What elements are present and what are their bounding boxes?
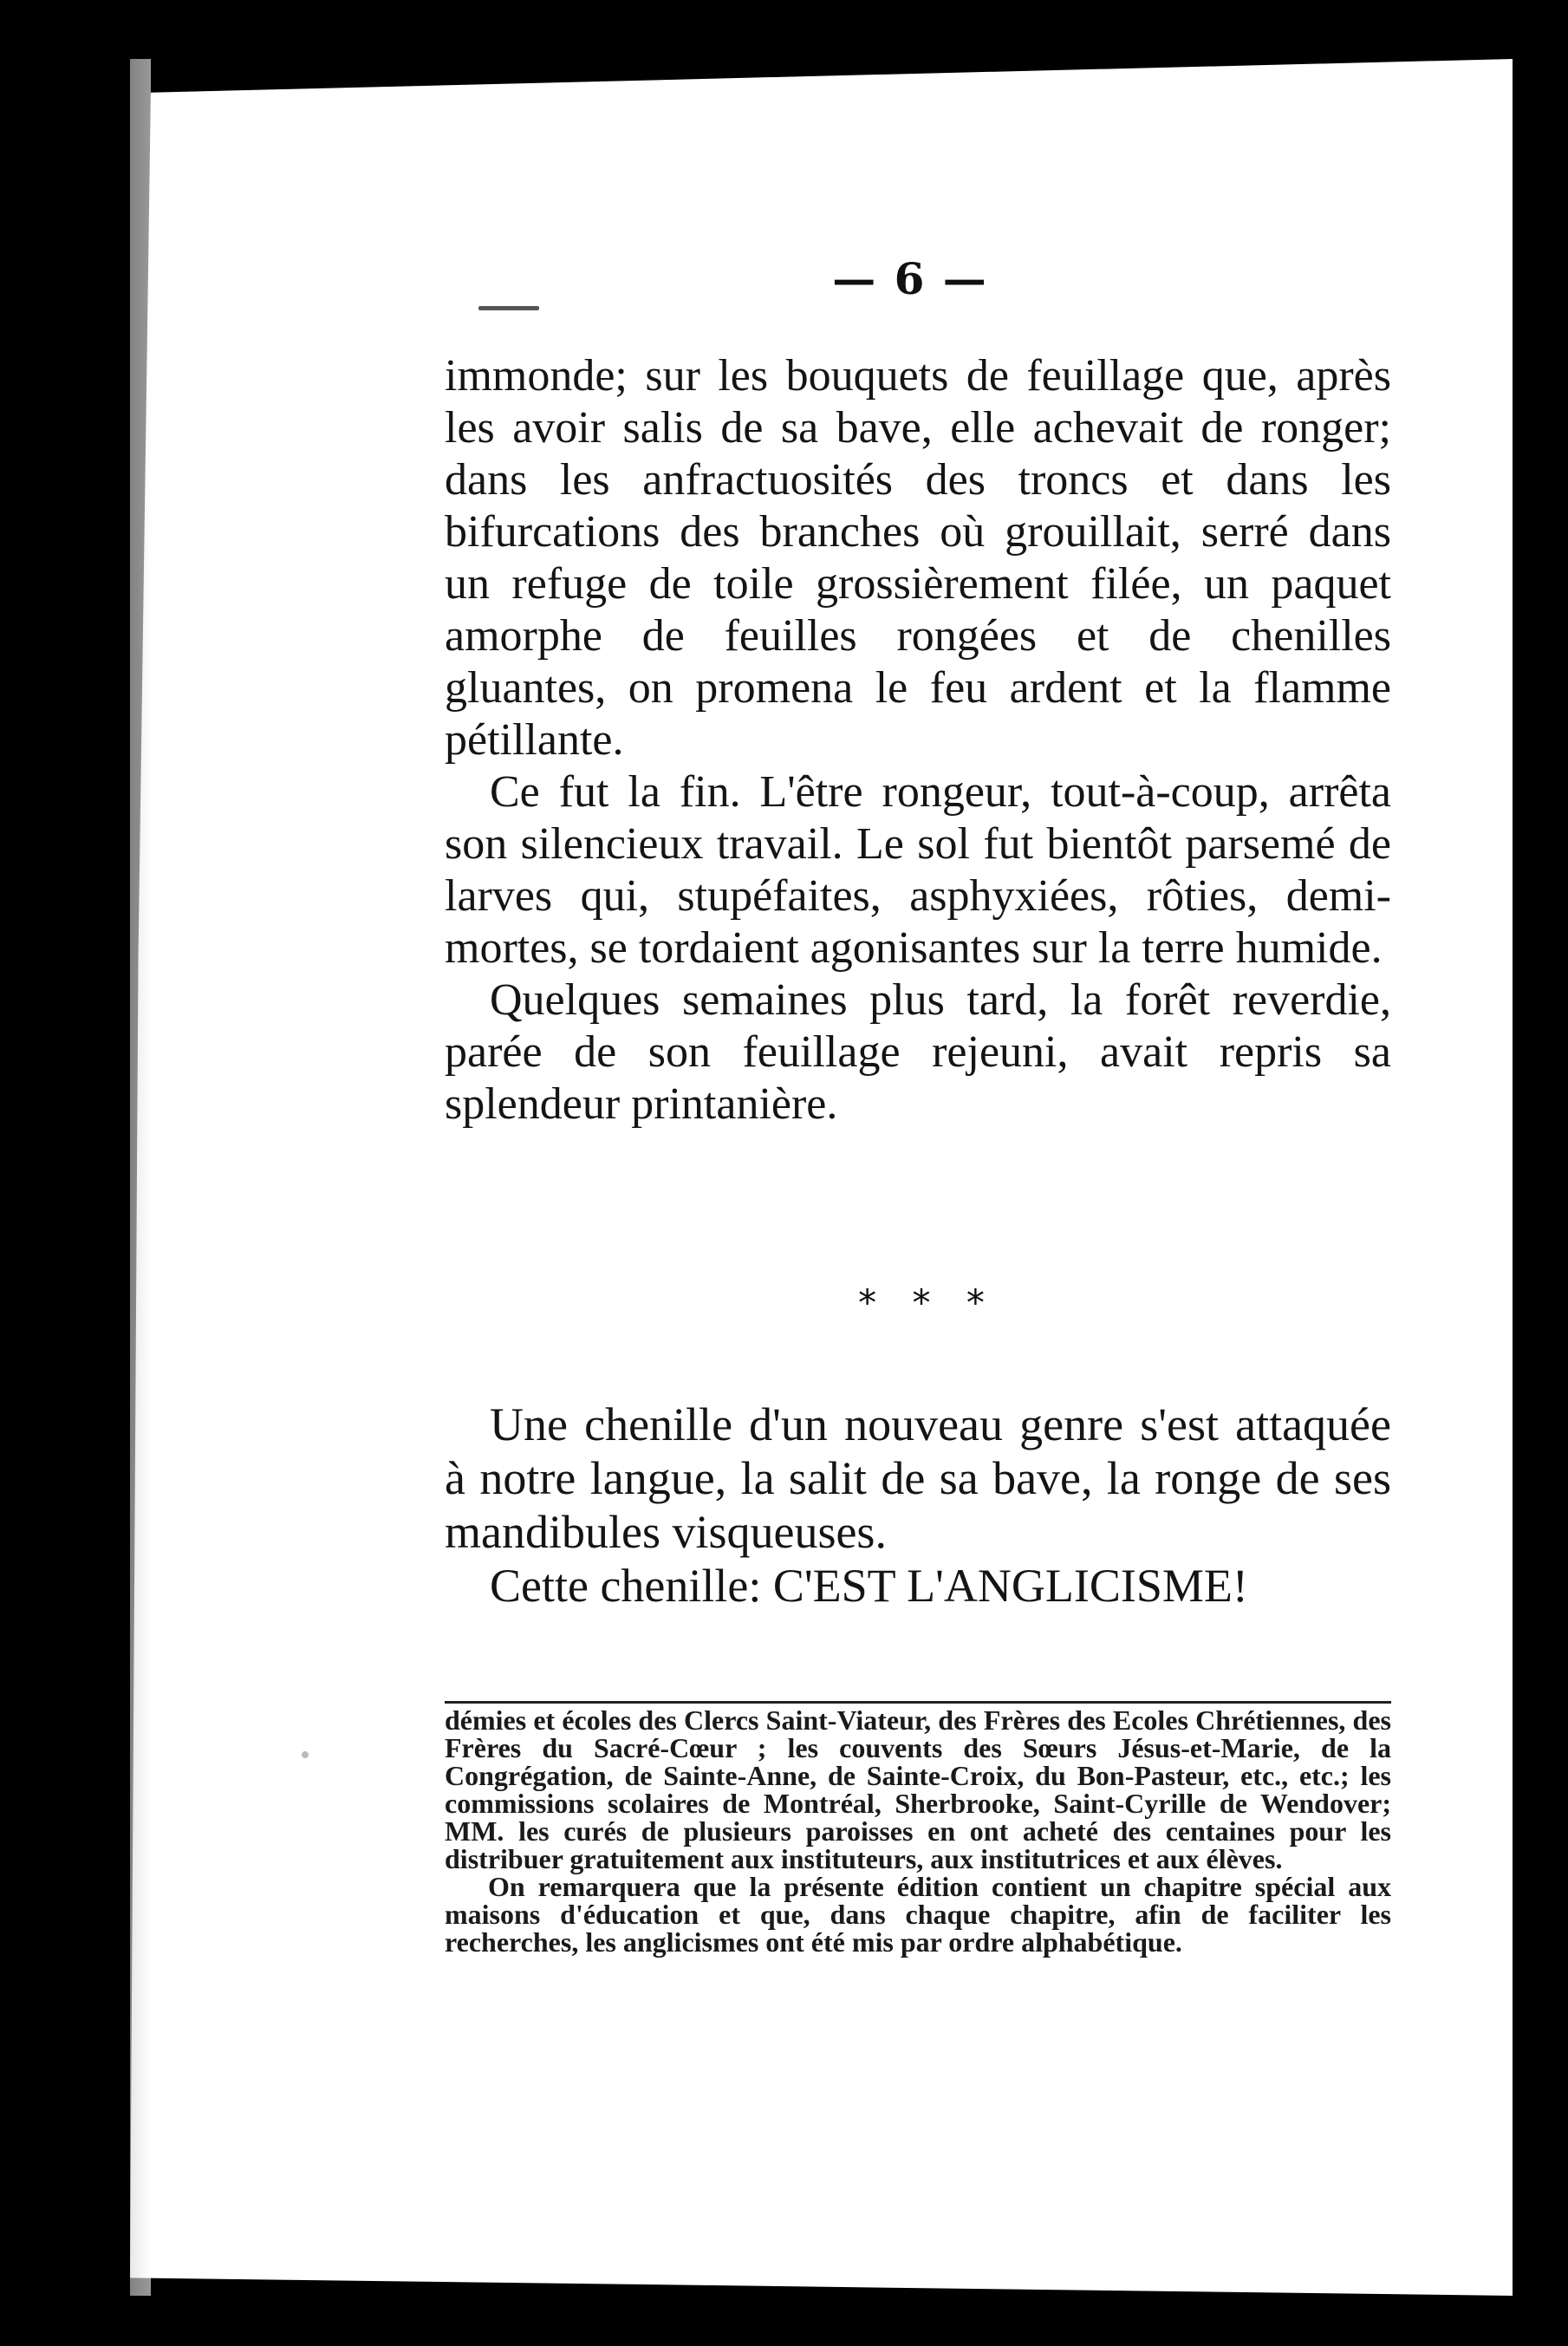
scan-speck [302, 1751, 309, 1758]
paragraph-continuation: immonde; sur les bouquets de feuillage que, après les avoir salis de sa bave, elle achevait de ronger; dans les anfractuosités des troncs et dans les bifurcations des branches où grouillait, serré dans un refuge de toile grossièrement filée, un paquet amorphe de feuilles rongées et de chenilles gluantes, on promena le feu ardent et la flamme pétillante. [445, 351, 1391, 765]
footnote-paragraph-edition: On remarquera que la présente édition contient un chapitre spécial aux maisons d'éducation et que, dans chaque chapitre, afin de faciliter les recherches, les anglicismes ont été mis par ordre alphabétique. [445, 1871, 1391, 1958]
paragraph-the-end: Ce fut la fin. L'être rongeur, tout-à-coup, arrêta son silencieux travail. Le sol fut bientôt parsemé de larves qui, stupéfaites, asphyxiées, rôties, demi-mortes, se tordaient agonisantes sur la terre humide. [445, 767, 1391, 973]
footnote-block [445, 1706, 1391, 1956]
anglicism-text-block [445, 1398, 1391, 1613]
paper-edge-shadow [130, 59, 151, 2296]
section-asterism: * * * [858, 1281, 997, 1324]
main-text-block [445, 350, 1391, 1131]
paragraph-new-caterpillar: Une chenille d'un nouveau genre s'est attaquée à notre langue, la salit de sa bave, la ronge de ses mandibules visqueuses. [445, 1398, 1391, 1558]
paragraph-forest-revived: Quelques semaines plus tard, la forêt reverdie, parée de son feuillage rejeuni, avait repris sa splendeur printanière. [445, 975, 1391, 1129]
footnote-paragraph-distribution: démies et écoles des Clercs Saint-Viateur, des Frères des Ecoles Chrétiennes, des Frères du Sacré-Cœur ; les couvents des Sœurs Jésus-et-Marie, de la Congrégation, de Sainte-Anne, de Sainte-Croix, du Bon-Pasteur, etc., etc.; les commissions scolaires de Montréal, Sherbrooke, Saint-Cyrille de Wendover; MM. les curés de plusieurs paroisses en ont acheté des centaines pour les distribuer gratuitement aux instituteurs, aux institutrices et aux élèves. [445, 1704, 1391, 1874]
ink-stray-mark [478, 306, 539, 310]
page-number: — 6 — [832, 253, 988, 304]
footnote-divider [445, 1701, 1391, 1704]
paragraph-anglicism: Cette chenille: C'EST L'ANGLICISME! [490, 1560, 1248, 1612]
